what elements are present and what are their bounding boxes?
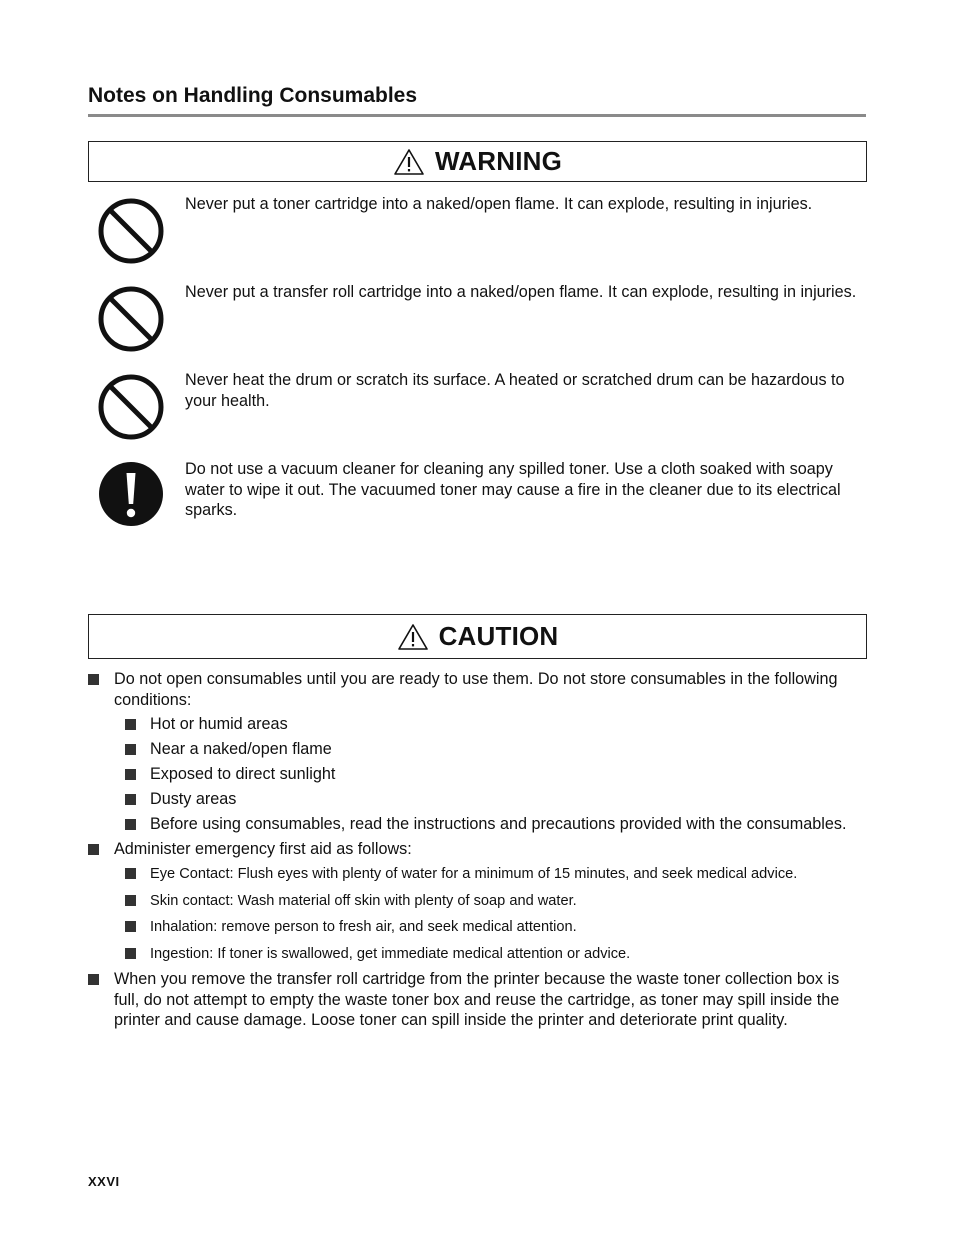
caution-subitem-text: Before using consumables, read the instructions and precautions provided with the consumables. bbox=[150, 815, 847, 833]
caution-subitem-text: Inhalation: remove person to fresh air, and seek medical attention. bbox=[150, 919, 577, 935]
warning-text: Do not use a vacuum cleaner for cleaning any spilled toner. Use a cloth soaked with soapy water to wipe it out. The vacuumed toner may cause a fire in the cleaner due to its electrical sparks. bbox=[185, 460, 841, 519]
mandatory-action-icon bbox=[98, 461, 164, 527]
prohibition-icon bbox=[98, 374, 164, 440]
warning-text: Never heat the drum or scratch its surface. A heated or scratched drum can be hazardous to your health. bbox=[185, 371, 845, 410]
warning-banner bbox=[88, 141, 867, 182]
warning-triangle-icon bbox=[397, 623, 429, 651]
caution-subitem bbox=[88, 714, 868, 735]
caution-item bbox=[88, 669, 868, 710]
caution-label: CAUTION bbox=[438, 621, 559, 651]
square-bullet-icon bbox=[125, 769, 136, 780]
caution-subitem bbox=[88, 739, 868, 760]
square-bullet-icon bbox=[88, 674, 99, 685]
caution-subitem bbox=[88, 917, 868, 938]
caution-subitem-text: Hot or humid areas bbox=[150, 715, 288, 733]
caution-subitem-text: Near a naked/open flame bbox=[150, 740, 332, 758]
caution-subitem bbox=[88, 891, 868, 912]
warning-triangle-icon bbox=[393, 148, 425, 176]
square-bullet-icon bbox=[125, 921, 136, 932]
caution-item-text: Do not open consumables until you are ready to use them. Do not store consumables in the following conditions: bbox=[114, 670, 838, 709]
caution-subitem-text: Skin contact: Wash material off skin with plenty of soap and water. bbox=[150, 892, 577, 909]
square-bullet-icon bbox=[125, 948, 136, 959]
warning-text: Never put a toner cartridge into a naked/open flame. It can explode, resulting in injuries. bbox=[185, 195, 813, 213]
square-bullet-icon bbox=[88, 974, 99, 985]
caution-subitem-text: Exposed to direct sunlight bbox=[150, 764, 336, 783]
caution-item-text: Administer emergency first aid as follows: bbox=[114, 839, 412, 858]
square-bullet-icon bbox=[88, 844, 99, 855]
caution-subitem-text: Dusty areas bbox=[150, 789, 237, 808]
caution-item bbox=[88, 969, 868, 1031]
caution-subitem bbox=[88, 764, 868, 785]
warning-text: Never put a transfer roll cartridge into a naked/open flame. It can explode, resulting in injuries. bbox=[185, 283, 857, 301]
caution-subitem bbox=[88, 864, 868, 885]
square-bullet-icon bbox=[125, 895, 136, 906]
prohibition-icon bbox=[98, 198, 164, 264]
square-bullet-icon bbox=[125, 868, 136, 879]
warning-label: WARNING bbox=[434, 146, 563, 176]
caution-item bbox=[88, 839, 868, 860]
page-number: XXVI bbox=[88, 1174, 120, 1189]
caution-list bbox=[88, 669, 868, 1031]
caution-subitem-text: Ingestion: If toner is swallowed, get immediate medical attention or advice. bbox=[150, 945, 631, 962]
square-bullet-icon bbox=[125, 719, 136, 730]
caution-subitem bbox=[88, 789, 868, 810]
square-bullet-icon bbox=[125, 819, 136, 830]
section-title: Notes on Handling Consumables bbox=[88, 82, 866, 117]
prohibition-icon bbox=[98, 286, 164, 352]
caution-subitem-text: Eye Contact: Flush eyes with plenty of water for a minimum of 15 minutes, and seek medical advice. bbox=[150, 866, 798, 882]
square-bullet-icon bbox=[125, 794, 136, 805]
square-bullet-icon bbox=[125, 744, 136, 755]
caution-subitem bbox=[88, 944, 868, 965]
caution-item-text: When you remove the transfer roll cartridge from the printer because the waste toner collection box is full, do not attempt to empty the waste toner box and reuse the cartridge, as toner may spill inside the printer and cause damage. Loose toner can spill inside the printer and deteriorate print quality. bbox=[114, 970, 840, 1029]
caution-subitem bbox=[88, 814, 868, 835]
caution-banner bbox=[88, 614, 867, 659]
